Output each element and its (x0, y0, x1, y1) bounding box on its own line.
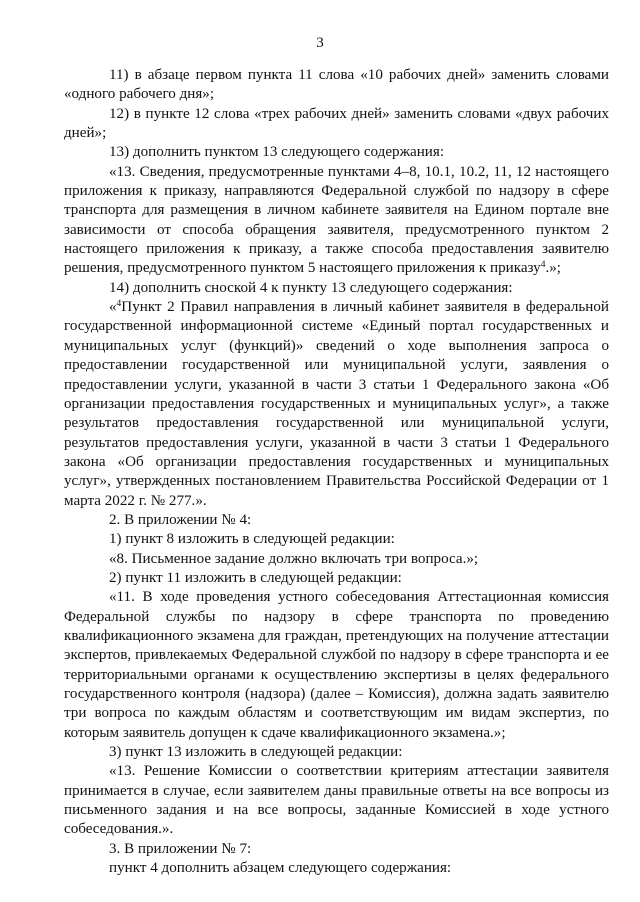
amendment-item-11: 11) в абзаце первом пункта 11 слова «10 рабочих дней» заменить словами «одного рабочего дня»; (64, 67, 609, 103)
page-number: 3 (316, 35, 324, 51)
annex-7-item: пункт 4 дополнить абзацем следующего содержания: (109, 860, 452, 877)
footnote-marker: 4 (116, 299, 122, 310)
footnote-marker: 4 (540, 260, 546, 271)
quoted-clause-13-annex-4: «13. Решение Комиссии о соответствии критериям аттестации заявителя принимается в случае, если заявителем даны правильные ответы на все вопросы из письменного задания и на все вопросы, заданные Комиссией в ходе устного собеседования.». (64, 763, 609, 838)
section-heading-annex-7: 3. В приложении № 7: (109, 840, 252, 857)
annex-4-item-2: 2) пункт 11 изложить в следующей редакции: (109, 569, 402, 586)
quoted-clause-11: «11. В ходе проведения устного собеседования Аттестационная комиссия Федеральной службы по надзору в сфере транспорта по проведению квалификационного экзамена для граждан, претендующих на получение аттестации экспертов, привлекаемых Федеральной службой по надзору в сфере транспорта и ее территориальными органами к осуществлению экспертизы в целях федерального государственного контроля (надзора) (далее – Комиссия), должна задать заявителю три вопроса по каждым областям и соответствующим им видам экспертиз, по которым заявитель допущен к сдаче квалификационного экзамена.»; (64, 589, 609, 741)
amendment-item-12: 12) в пункте 12 слова «трех рабочих дней» заменить словами «двух рабочих дней»; (64, 105, 609, 142)
quoted-clause-13: «13. Сведения, предусмотренные пунктами 4–8, 10.1, 10.2, 11, 12 настоящего приложения к приказу, направляются Федеральной службой по надзору в сфере транспорта для размещения в личном кабинете заявителя на Едином портале вне зависимости от способа обращения заявителя, предусмотренного пунктом 2 настоящего приложения к приказу, а также способа предоставления заявителю решения, предусмотренного пунктом 5 настоящего приложения к приказу$^4$.»; (64, 163, 609, 277)
footnote-4-text: «$^4$Пункт 2 Правил направления в личный кабинет заявителя в федеральной государственной информационной системе «Единый портал государственных и муниципальных услуг (функций)» сведений о ходе выполнения запроса о предоставлении государственной или муниципальной услуги, заявления о предоставлении услуги, указанной в части 3 статьи 1 Федерального закона «Об организации предоставления государственных и муниципальных услуг», а также результатов предоставления государственной или муниципальной услуги, результатов предоставления услуги, указанной в части 3 статьи 1 Федерального закона «Об организации предоставления государственных и муниципальных услуг», утвержденных постановлением Правительства Российской Федерации от 1 марта 2022 г. № 277.». (64, 299, 609, 509)
quoted-clause-8: «8. Письменное задание должно включать три вопроса.»; (109, 550, 479, 567)
document-body (64, 66, 609, 878)
amendment-item-13: 13) дополнить пунктом 13 следующего содержания: (109, 144, 445, 161)
amendment-item-14: 14) дополнить сноской 4 к пункту 13 следующего содержания: (109, 279, 513, 296)
annex-4-item-1: 1) пункт 8 изложить в следующей редакции: (109, 531, 395, 548)
annex-4-item-3: 3) пункт 13 изложить в следующей редакции: (109, 744, 403, 761)
section-heading-annex-4: 2. В приложении № 4: (109, 511, 252, 528)
